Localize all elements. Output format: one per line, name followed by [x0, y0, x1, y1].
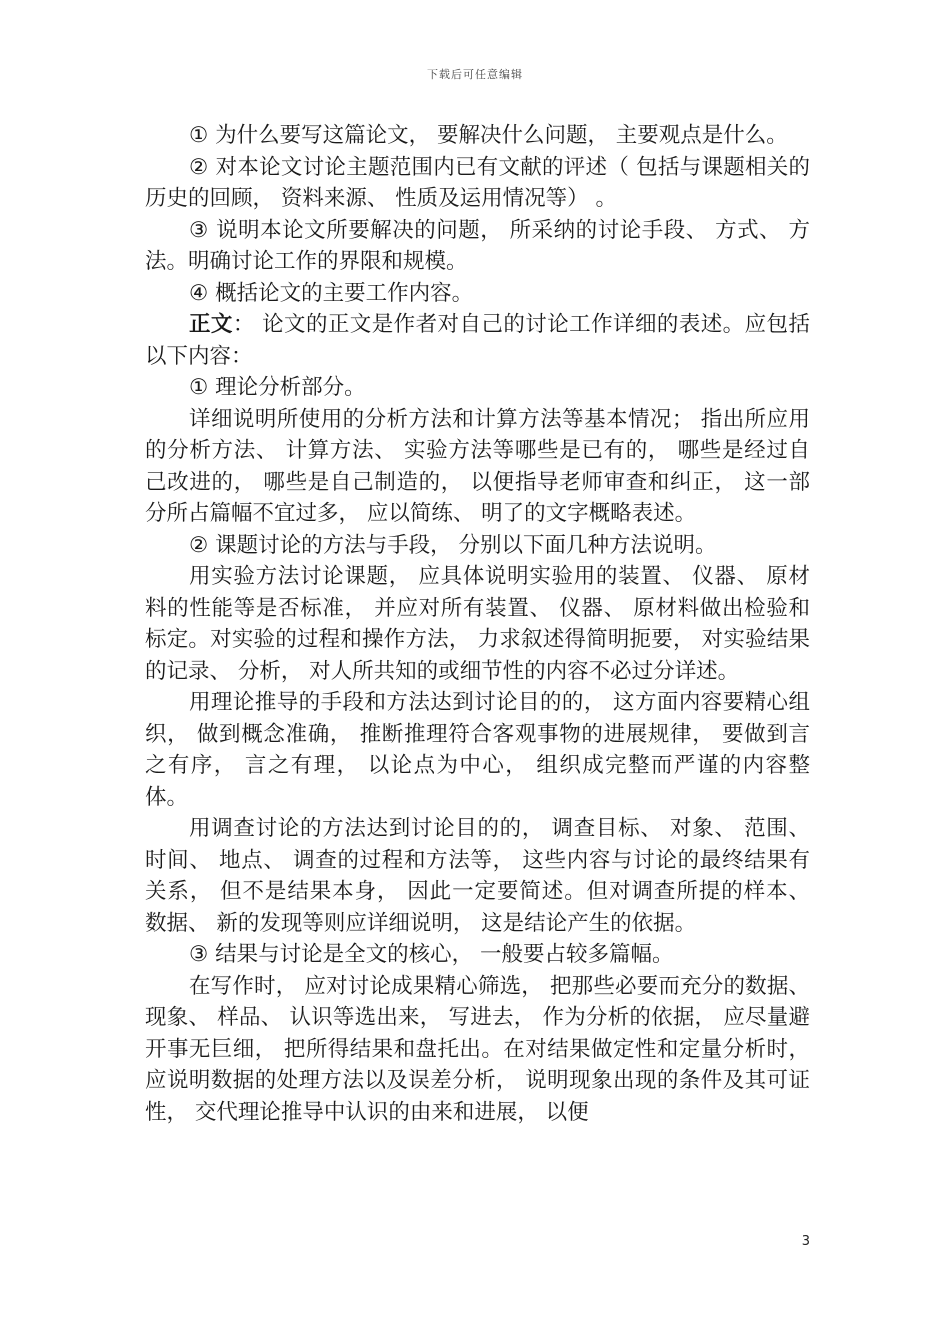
page-header: 下载后可任意编辑 — [427, 68, 523, 81]
paragraph-summary: ④ 概括论文的主要工作内容。 — [189, 280, 474, 306]
paragraph-problem-scope: ③ 说明本论文所要解决的问题， 所采纳的讨论手段、 方式、 方法。明确讨论工作的界限和规模。 — [145, 217, 810, 274]
paragraph-survey-method: 用调查讨论的方法达到讨论目的的， 调查目标、 对象、 范围、 时间、 地点、 调查的过程和方法等， 这些内容与讨论的最终结果有关系， 但不是结果本身， 因此一定要简述。但对调查所提的样本、 数据、 新的发现等则应详细说明， 这是结论产生的依据。 — [145, 816, 810, 936]
paragraph-theory-heading: ① 理论分析部分。 — [189, 375, 366, 400]
page-number: 3 — [801, 1234, 810, 1249]
paragraph-theoretical-method: 用理论推导的手段和方法达到讨论目的的， 这方面内容要精心组织， 做到概念准确， 推断推理符合客观事物的进展规律， 要做到言之有序， 言之有理， 以论点为中心， 组织成完整而严谨的内容整体。 — [145, 690, 810, 810]
document-body — [145, 120, 810, 1128]
paragraph-literature-review: ② 对本论文讨论主题范围内已有文献的评述（ 包括与课题相关的历史的回顾， 资料来源、 性质及运用情况等） 。 — [145, 154, 810, 211]
main-body-heading: 正文 — [189, 312, 233, 337]
paragraph-theory-detail: 详细说明所使用的分析方法和计算方法等基本情况； 指出所应用的分析方法、 计算方法、 实验方法等哪些是已有的， 哪些是经过自己改进的， 哪些是自己制造的， 以便指导老师审查和纠正， 这一部分所占篇幅不宜过多， 应以简练、 明了的文字概略表述。 — [145, 406, 810, 526]
paragraph-methods-heading: ② 课题讨论的方法与手段， 分别以下面几种方法说明。 — [189, 532, 717, 558]
paragraph-results-detail: 在写作时， 应对讨论成果精心筛选， 把那些必要而充分的数据、 现象、 样品、 认识等选出来， 写进去， 作为分析的依据， 应尽量避开事无巨细， 把所得结果和盘托出。在对结果做定性和定量分析时， 应说明数据的处理方法以及误差分析， 说明现象出现的条件及其可证性， 交代理论推导中认识的由来和进展， 以便 — [145, 973, 810, 1125]
paragraph-results-heading: ③ 结果与讨论是全文的核心， 一般要占较多篇幅。 — [189, 942, 674, 967]
paragraph-experimental-method: 用实验方法讨论课题， 应具体说明实验用的装置、 仪器、 原材料的性能等是否标准， 并应对所有装置、 仪器、 原材料做出检验和标定。对实验的过程和操作方法， 力求叙述得简明扼要， 对实验结果的记录、 分析， 对人所共知的或细节性的内容不必过分详述。 — [145, 564, 810, 684]
paragraph-main-body: 正文： 论文的正文是作者对自己的讨论工作详细的表述。应包括以下内容： — [145, 312, 810, 369]
paragraph-purpose: ① 为什么要写这篇论文， 要解决什么问题， 主要观点是什么。 — [189, 123, 788, 148]
